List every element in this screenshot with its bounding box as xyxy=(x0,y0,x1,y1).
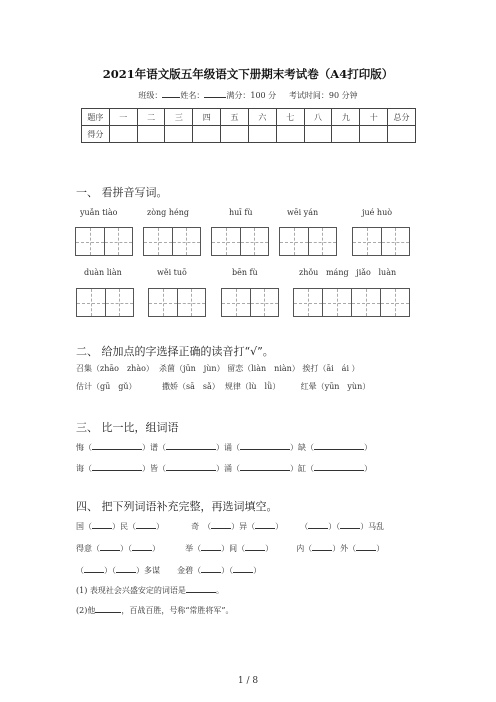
score-header-cell: 五 xyxy=(221,109,249,126)
idiom-text: 国（ xyxy=(76,522,92,531)
idiom-text: ）民（ xyxy=(112,522,136,531)
score-entry-cell[interactable] xyxy=(276,126,304,143)
idiom-text: ） xyxy=(156,522,164,531)
name-label: 姓名： xyxy=(180,91,205,100)
choice-2-2[interactable]: 撒娇（sā sǎ） xyxy=(161,382,220,391)
choice-2-4[interactable]: 红晕（yūn yùn） xyxy=(300,382,371,391)
idiom-blank[interactable] xyxy=(84,564,104,573)
choice-2-3[interactable]: 规律（lù lǜ） xyxy=(224,382,281,391)
section2-title: 二、 给加点的字选择正确的读音打“√”。 xyxy=(76,345,274,358)
score-entry-cell[interactable] xyxy=(332,126,360,143)
idiom-text: ） xyxy=(253,566,262,575)
score-header-cell: 三 xyxy=(165,109,193,126)
idiom-text: ）间（ xyxy=(221,544,246,553)
compare-text: ）诵（ xyxy=(216,443,240,452)
answer-blank[interactable] xyxy=(314,441,364,450)
writing-grid-2-1[interactable] xyxy=(76,288,134,317)
score-header-cell: 十 xyxy=(360,109,388,126)
idiom-blank[interactable] xyxy=(132,542,152,551)
answer-blank[interactable] xyxy=(92,462,142,471)
idiom-blank[interactable] xyxy=(211,520,231,529)
idiom-text: ） xyxy=(152,544,160,553)
idiom-text: （ xyxy=(76,566,84,575)
idiom-text: 举（ xyxy=(185,544,202,553)
answer-blank[interactable] xyxy=(240,441,290,450)
score-label-cell: 得分 xyxy=(82,126,110,143)
choice-1-3[interactable]: 留恋（liàn niàn） xyxy=(227,364,300,373)
idiom-blank[interactable] xyxy=(245,542,265,551)
idiom-blank[interactable] xyxy=(233,564,253,573)
compare-text: ） xyxy=(364,464,372,473)
idiom-blank[interactable] xyxy=(308,520,328,529)
score-entry-cell[interactable] xyxy=(304,126,332,143)
score-header-cell: 六 xyxy=(248,109,276,126)
pinyin-2-3: bēn fù xyxy=(232,268,258,277)
score-entry-cell[interactable] xyxy=(137,126,165,143)
question-text: 。 xyxy=(215,586,224,595)
idiom-line-3 xyxy=(76,564,261,576)
idiom-text: ）马乱 xyxy=(360,522,385,531)
score-value-row xyxy=(82,126,416,143)
choice-1-2[interactable]: 杀菌（jūn jùn） xyxy=(159,364,225,373)
writing-grid-1-2[interactable] xyxy=(143,227,201,256)
answer-blank[interactable] xyxy=(240,462,290,471)
compare-text: ）缺（ xyxy=(290,443,314,452)
idiom-text: ）（ xyxy=(328,522,341,531)
pinyin-2-4: zhǒu máng jiǎo luàn xyxy=(299,268,397,277)
score-entry-cell[interactable] xyxy=(388,126,416,143)
answer-blank[interactable] xyxy=(92,441,142,450)
idiom-text: 得意（ xyxy=(76,544,100,553)
compare-line-2 xyxy=(76,462,372,474)
idiom-text: ）外（ xyxy=(332,544,357,553)
writing-grid-2-3[interactable] xyxy=(221,288,279,317)
idiom-blank[interactable] xyxy=(92,520,112,529)
idiom-line-2 xyxy=(76,542,384,554)
idiom-text: ）多谋 xyxy=(136,566,160,575)
pinyin-1-4: wēi yán xyxy=(287,208,319,217)
score-header-cell: 四 xyxy=(193,109,221,126)
score-header-cell: 一 xyxy=(109,109,137,126)
compare-text: ）涌（ xyxy=(216,464,240,473)
idiom-blank[interactable] xyxy=(201,542,221,551)
compare-text: 悔（ xyxy=(76,443,92,452)
score-entry-cell[interactable] xyxy=(165,126,193,143)
score-header-cell: 二 xyxy=(137,109,165,126)
score-entry-cell[interactable] xyxy=(221,126,249,143)
question-blank[interactable] xyxy=(95,604,121,613)
idiom-blank[interactable] xyxy=(312,542,332,551)
compare-text: ）皆（ xyxy=(142,464,166,473)
idiom-blank[interactable] xyxy=(201,564,221,573)
writing-grid-1-4[interactable] xyxy=(279,227,337,256)
idiom-text: （ xyxy=(300,522,309,531)
name-blank xyxy=(204,88,226,98)
score-entry-cell[interactable] xyxy=(109,126,137,143)
writing-grid-1-5[interactable] xyxy=(352,227,410,256)
answer-blank[interactable] xyxy=(166,441,216,450)
pinyin-1-1: yuǎn tiào xyxy=(80,208,118,217)
idiom-text: ）异（ xyxy=(231,522,256,531)
answer-blank[interactable] xyxy=(314,462,364,471)
section4-title: 四、 把下列词语补充完整，再选词填空。 xyxy=(76,500,278,513)
compare-text: 诲（ xyxy=(76,464,92,473)
idiom-blank[interactable] xyxy=(255,520,275,529)
pinyin-2-2: wěi tuō xyxy=(157,268,187,277)
choice-1-4[interactable]: 挨打（āi ái ） xyxy=(302,364,360,373)
compare-line-1 xyxy=(76,441,372,453)
idiom-text: ）（ xyxy=(120,544,132,553)
pinyin-1-5: jué huò xyxy=(362,208,393,217)
idiom-text: 内（ xyxy=(296,544,313,553)
writing-grid-2-2[interactable] xyxy=(148,288,206,317)
compare-text: ）谱（ xyxy=(142,443,166,452)
question-text: (1) 表现社会兴盛安定的词语是 xyxy=(76,586,186,595)
idiom-line-1 xyxy=(76,520,384,532)
idiom-text: ）（ xyxy=(104,566,116,575)
idiom-blank[interactable] xyxy=(116,564,136,573)
question-text: ，百战百胜，号称“常胜将军”。 xyxy=(121,606,234,615)
score-entry-cell[interactable] xyxy=(360,126,388,143)
idiom-blank[interactable] xyxy=(100,542,120,551)
idiom-blank[interactable] xyxy=(136,520,156,529)
exam-title: 2021年语文版五年级语文下册期末考试卷（A4打印版） xyxy=(102,67,394,81)
choice-1-1[interactable]: 召集（zhāo zhào） xyxy=(76,364,154,373)
pinyin-2-1: duàn liàn xyxy=(84,268,122,277)
pinyin-1-3: huī fù xyxy=(229,208,253,217)
choice-2-1[interactable]: 估计（gū gǔ） xyxy=(76,382,137,391)
question-1 xyxy=(76,584,224,596)
full-score: 满分：100 分 xyxy=(226,91,277,100)
pronunciation-line-2 xyxy=(76,381,370,392)
score-table xyxy=(81,108,416,143)
compare-text: ） xyxy=(364,443,372,452)
score-header-cell: 九 xyxy=(332,109,360,126)
class-label: 班级： xyxy=(138,91,163,100)
idiom-text: ） xyxy=(275,522,284,531)
question-blank[interactable] xyxy=(186,584,216,593)
score-header-cell: 题序 xyxy=(82,109,110,126)
idiom-text: ） xyxy=(376,544,385,553)
section1-title: 一、 看拼音写词。 xyxy=(76,186,168,199)
idiom-blank[interactable] xyxy=(340,520,360,529)
pinyin-1-2: zòng héng xyxy=(147,208,190,217)
compare-text: ）缸（ xyxy=(290,464,314,473)
score-header-row xyxy=(82,109,416,126)
writing-grid-1-3[interactable] xyxy=(211,227,269,256)
idiom-blank[interactable] xyxy=(356,542,376,551)
page-number: 1 / 8 xyxy=(237,676,259,686)
idiom-text: ） xyxy=(265,544,274,553)
score-entry-cell[interactable] xyxy=(248,126,276,143)
score-header-cell: 七 xyxy=(276,109,304,126)
writing-grid-1-1[interactable] xyxy=(75,227,133,256)
score-entry-cell[interactable] xyxy=(193,126,221,143)
question-2 xyxy=(76,604,234,616)
idiom-text: 金碧（ xyxy=(177,566,202,575)
score-header-cell: 总分 xyxy=(388,109,416,126)
class-blank xyxy=(162,88,180,98)
writing-grid-2-4[interactable] xyxy=(293,288,410,317)
pronunciation-line-1 xyxy=(76,363,360,374)
answer-blank[interactable] xyxy=(166,462,216,471)
exam-info xyxy=(0,88,496,101)
idiom-text: ）（ xyxy=(221,566,234,575)
exam-time: 考试时间：90 分钟 xyxy=(288,91,358,100)
idiom-text: 奇 （ xyxy=(191,522,212,531)
score-header-cell: 八 xyxy=(304,109,332,126)
question-text: (2)他 xyxy=(76,606,96,615)
section3-title: 三、 比一比，组词语 xyxy=(76,421,179,434)
